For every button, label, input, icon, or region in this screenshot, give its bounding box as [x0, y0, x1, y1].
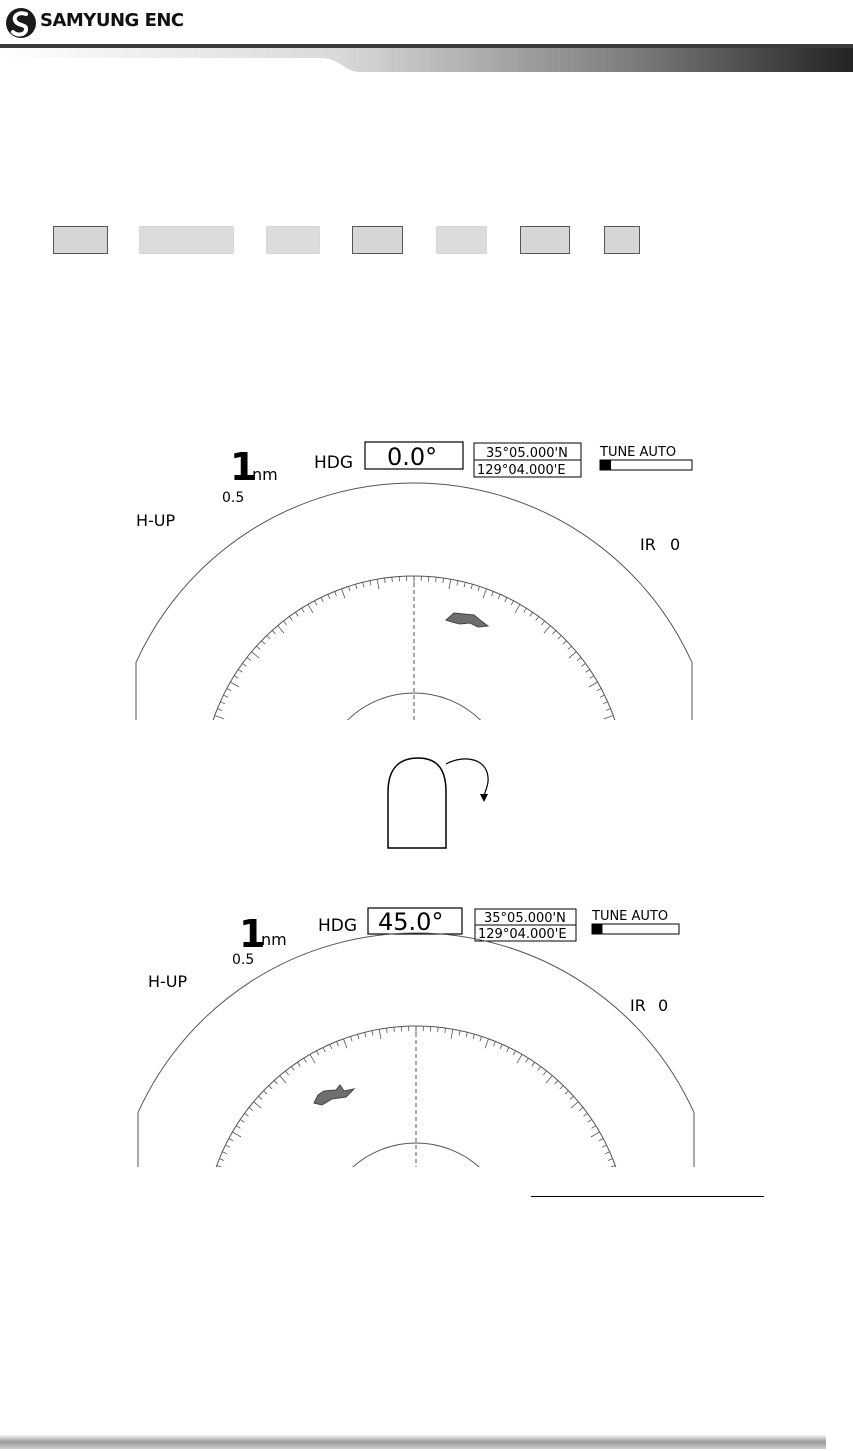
bearing-tick — [280, 1076, 286, 1084]
bearing-tick — [579, 1107, 583, 1110]
bearing-tick — [558, 636, 561, 640]
bearing-tick — [568, 646, 572, 649]
bearing-tick — [384, 578, 385, 583]
bearing-tick — [337, 1041, 339, 1046]
bearing-tick — [283, 621, 286, 625]
bearing-tick — [258, 1096, 262, 1099]
bearing-tick — [436, 577, 437, 582]
bearing-tick — [242, 663, 246, 666]
latitude: 35°05.000'N — [484, 911, 566, 926]
bearing-tick — [252, 652, 260, 658]
bearing-tick — [602, 1145, 606, 1147]
key-button-4 — [352, 226, 403, 254]
bearing-tick — [581, 663, 585, 666]
longitude: 129°04.000'E — [478, 927, 567, 942]
tune-bar-fill — [592, 924, 602, 934]
bearing-tick — [392, 577, 393, 582]
heading-value: 45.0° — [378, 908, 444, 936]
page-header — [0, 0, 853, 75]
bearing-tick — [379, 1029, 381, 1039]
bearing-tick — [386, 1028, 387, 1033]
bearing-tick — [592, 1126, 596, 1129]
bearing-tick — [363, 582, 364, 587]
bearing-tick — [604, 715, 613, 718]
bearing-tick — [457, 581, 458, 586]
key-button-5 — [436, 226, 487, 254]
bearing-tick — [215, 715, 224, 718]
bearing-tick — [321, 597, 323, 601]
bearing-tick — [370, 581, 371, 586]
clockwise-arrow-icon — [446, 759, 488, 796]
bearing-tick — [588, 1119, 592, 1122]
bearing-tick — [541, 621, 544, 625]
bearing-tick — [555, 1080, 558, 1084]
bearing-tick — [372, 1031, 373, 1036]
bearing-tick — [563, 641, 567, 644]
bearing-tick — [343, 1039, 346, 1048]
bearing-tick — [302, 608, 305, 612]
bearing-tick — [358, 1034, 359, 1039]
bearing-tick — [234, 676, 238, 679]
header-gradient-bar — [0, 44, 853, 74]
bearing-tick — [589, 682, 598, 687]
range-value: 1 — [239, 912, 266, 956]
bearing-tick — [310, 1054, 315, 1063]
bearing-tick — [603, 702, 608, 704]
bearing-tick — [459, 1031, 460, 1036]
bearing-tick — [513, 1051, 515, 1055]
bearing-tick — [515, 604, 520, 613]
bearing-tick — [473, 1034, 474, 1039]
tune-label: TUNE AUTO — [592, 909, 669, 924]
radar-display-hdg-0 — [0, 440, 853, 720]
footer-gradient-bar — [0, 1435, 853, 1451]
bearing-tick — [289, 616, 292, 620]
bearing-tick — [356, 584, 357, 589]
bearing-tick — [249, 1107, 253, 1110]
bearing-tick — [600, 695, 604, 697]
bearing-tick — [438, 1027, 439, 1032]
bearing-tick — [350, 1036, 352, 1041]
tune-bar — [600, 460, 692, 470]
boat-turn-figure — [380, 752, 520, 852]
bearing-tick — [261, 641, 265, 644]
bearing-tick — [466, 1032, 467, 1037]
bearing-tick — [544, 626, 550, 634]
radar-scope — [138, 933, 694, 1167]
bearing-tick — [538, 1066, 541, 1070]
ring-interval: 0.5 — [222, 490, 245, 506]
orientation-mode: H-UP — [148, 972, 188, 991]
ship-outline-icon — [388, 758, 446, 848]
bearing-tick — [220, 702, 225, 704]
bearing-tick — [597, 688, 601, 690]
bearing-tick — [219, 1159, 224, 1161]
bearing-tick — [570, 1096, 574, 1099]
bearing-tick — [335, 591, 337, 596]
bearing-tick — [608, 1159, 613, 1161]
bearing-tick — [478, 586, 480, 591]
key-button-2 — [139, 226, 234, 254]
samyung-logo-icon — [4, 6, 38, 40]
bearing-tick — [492, 591, 494, 596]
tune-label: TUNE AUTO — [600, 445, 677, 460]
bearing-tick — [583, 1113, 587, 1116]
bearing-tick — [517, 1054, 522, 1063]
bearing-tick — [485, 1039, 488, 1048]
hdg-label: HDG — [318, 916, 358, 936]
bearing-tick — [247, 657, 251, 660]
hdg-label: HDG — [314, 453, 354, 473]
tune-bar-fill — [600, 460, 611, 470]
bearing-tick — [217, 709, 222, 711]
bearing-tick — [599, 1138, 603, 1140]
bearing-tick — [297, 1062, 300, 1066]
bearing-tick — [498, 594, 500, 599]
bearing-tick — [606, 1165, 615, 1167]
bearing-tick — [244, 1113, 248, 1116]
bearing-tick — [536, 616, 539, 620]
bearing-tick — [263, 1091, 267, 1094]
ir-value: 0 — [658, 996, 669, 1015]
bearing-tick — [500, 1044, 502, 1049]
bearing-tick — [330, 1044, 332, 1049]
caption-underline — [531, 1196, 764, 1197]
bearing-tick — [308, 604, 313, 613]
bearing-tick — [272, 630, 275, 634]
bearing-tick — [526, 1058, 529, 1062]
ring-interval: 0.5 — [232, 952, 255, 968]
bearing-tick — [254, 1102, 262, 1108]
bearing-tick — [377, 579, 379, 589]
bearing-tick — [505, 597, 507, 601]
latitude: 35°05.000'N — [486, 446, 568, 461]
brand-name: SAMYUNG ENC — [40, 10, 184, 31]
bearing-tick — [348, 586, 350, 591]
bearing-tick — [225, 1145, 229, 1147]
bearing-tick — [229, 1138, 233, 1140]
bearing-tick — [227, 688, 231, 690]
range-unit: nm — [261, 930, 287, 949]
bearing-tick — [451, 1029, 453, 1039]
bearing-tick — [590, 676, 594, 679]
key-button-1 — [53, 226, 108, 254]
bearing-tick — [605, 1152, 610, 1154]
bearing-tick — [240, 1119, 244, 1122]
bearing-tick — [507, 1047, 509, 1051]
bearing-tick — [565, 1091, 569, 1094]
bearing-tick — [543, 1071, 546, 1075]
radar-display-hdg-45 — [0, 905, 853, 1167]
target-echo — [446, 613, 488, 627]
bearing-tick — [449, 579, 451, 589]
bearing-tick — [341, 589, 344, 598]
bearing-tick — [483, 589, 486, 598]
tune-bar — [592, 924, 679, 934]
range-unit: nm — [252, 465, 278, 484]
bearing-tick — [267, 636, 270, 640]
bearing-tick — [571, 1102, 579, 1108]
longitude: 129°04.000'E — [477, 463, 566, 478]
heading-value: 0.0° — [387, 443, 438, 471]
bearing-tick — [586, 669, 590, 672]
bearing-tick — [530, 612, 533, 616]
bearing-tick — [553, 630, 556, 634]
bearing-tick — [285, 1071, 288, 1075]
target-echo — [314, 1085, 354, 1105]
key-button-3 — [266, 226, 320, 254]
bearing-tick — [304, 1058, 307, 1062]
bearing-tick — [223, 695, 227, 697]
orientation-mode: H-UP — [136, 511, 176, 530]
bearing-tick — [524, 608, 527, 612]
bearing-tick — [569, 652, 577, 658]
bearing-tick — [511, 601, 513, 605]
bearing-tick — [274, 1080, 277, 1084]
bearing-tick — [314, 601, 316, 605]
bearing-tick — [269, 1086, 272, 1090]
bearing-tick — [256, 646, 260, 649]
bearing-tick — [445, 1028, 446, 1033]
bearing-tick — [232, 1132, 241, 1137]
ir-value: 0 — [670, 535, 681, 554]
range-value: 1 — [230, 445, 257, 489]
bearing-tick — [230, 682, 239, 687]
bearing-tick — [591, 1132, 600, 1137]
bearing-tick — [546, 1076, 552, 1084]
bearing-tick — [394, 1027, 395, 1032]
ir-label: IR — [630, 996, 646, 1015]
ir-label: IR — [640, 535, 656, 554]
bearing-tick — [365, 1032, 366, 1037]
bearing-tick — [291, 1066, 294, 1070]
bearing-tick — [236, 1126, 240, 1129]
bearing-tick — [606, 709, 611, 711]
bearing-tick — [560, 1086, 563, 1090]
bearing-tick — [494, 1041, 496, 1046]
key-button-row — [0, 226, 853, 256]
key-button-7 — [604, 226, 640, 254]
key-button-6 — [520, 226, 570, 254]
bearing-tick — [577, 657, 581, 660]
bearing-tick — [471, 584, 472, 589]
bearing-tick — [464, 582, 465, 587]
bearing-tick — [278, 626, 284, 634]
bearing-tick — [238, 669, 242, 672]
radar-scope — [136, 483, 692, 720]
bearing-tick — [328, 594, 330, 599]
bearing-tick — [222, 1152, 227, 1154]
bearing-tick — [480, 1036, 482, 1041]
bearing-tick — [316, 1051, 318, 1055]
bearing-tick — [295, 612, 298, 616]
bearing-tick — [443, 578, 444, 583]
bearing-tick — [323, 1047, 325, 1051]
bearing-tick — [217, 1165, 226, 1167]
bearing-tick — [532, 1062, 535, 1066]
